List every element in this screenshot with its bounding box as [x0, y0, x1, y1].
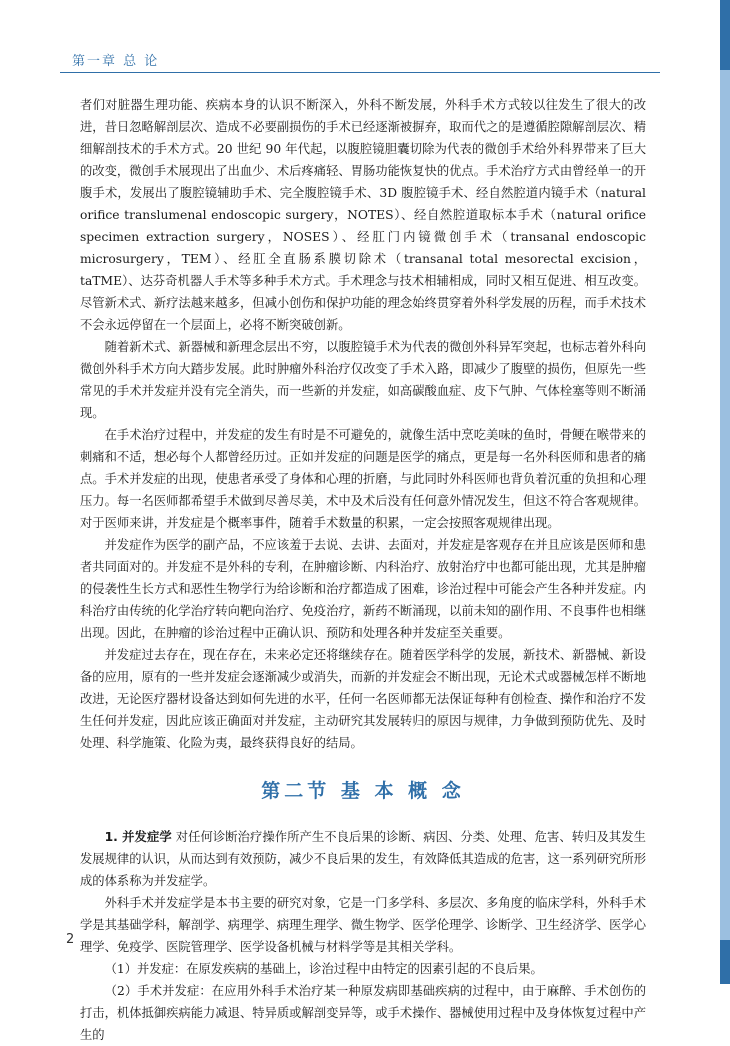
section-title: 第二节 基 本 概 念 — [261, 780, 465, 802]
definition-term: 1. 并发症学 — [104, 830, 172, 844]
running-head: 第一章 总 论 — [72, 54, 160, 69]
paragraph: 在手术治疗过程中，并发症的发生有时是不可避免的，就像生活中烹吃美味的鱼时，骨鲠在喉带来的刺痛和不适，想必每个人都曾经历过。正如并发症的问题是医学的痛点，更是每一名外科医师和患者的痛点。手术并发症的出现，使患者承受了身体和心理的折磨，与此同时外科医师也背负着沉重的负担和心理压力。每一名医师都希望手术做到尽善尽美，术中及术后没有任何意外情况发生，但这不符合客观规律。对于医师来讲，并发症是个概率事件，随着手术数量的积累，一定会按照客观规律出现。 — [80, 428, 646, 530]
page-body — [80, 94, 646, 1046]
definition-text: 对任何诊断治疗操作所产生不良后果的诊断、病因、分类、处理、危害、转归及其发生发展规律的认识，从而达到有效预防，减少不良后果的发生，有效降低其造成的危害，这一系列研究所形成的体系称为并发症学。 — [80, 830, 646, 888]
paragraph: （2）手术并发症：在应用外科手术治疗某一种原发病即基础疾病的过程中，由于麻醉、手术创伤的打击，机体抵御疾病能力减退、特异质或解剖变异等，或手术操作、器械使用过程中及身体恢复过程中产生的 — [80, 984, 646, 1042]
paragraph: 者们对脏器生理功能、疾病本身的认识不断深入，外科不断发展，外科手术方式较以往发生了很大的改进，昔日忽略解剖层次、造成不必要副损伤的手术已经逐渐被摒弃，取而代之的是遵循腔隙解剖层次、精细解剖技术的手术方式。20 世纪 90 年代起，以腹腔镜胆囊切除为代表的微创手术给外科界带来了巨大的改变，微创手术展现出了出血少、术后疼痛轻、胃肠功能恢复快的优点。手术治疗方式由曾经单一的开腹手术，发展出了腹腔镜辅助手术、完全腹腔镜手术、3D 腹腔镜手术、经自然腔道内镜手术（natural orifice translumenal endoscopic surgery，NOTES）、经自然腔道取标本手术（natural orifice specimen extraction surgery，NOSES）、经肛门内镜微创手术（transanal endoscopic microsurgery，TEM）、经肛全直肠系膜切除术（transanal total mesorectal excision，taTME）、达芬奇机器人手术等多种手术方式。手术理念与技术相辅相成，同时又相互促进、相互改变。尽管新术式、新疗法越来越多，但减小创伤和保护功能的理念始终贯穿着外科学发展的历程，而手术技术不会永远停留在一个层面上，必将不断突破创新。 — [80, 98, 646, 332]
paragraph: 并发症过去存在，现在存在，未来必定还将继续存在。随着医学科学的发展，新技术、新器械、新设备的应用，原有的一些并发症会逐渐减少或消失，而新的并发症会不断出现，无论术式或器械怎样不断地改进，无论医疗器材设备达到如何先进的水平，任何一名医师都无法保证每种有创检查、操作和治疗不发生任何并发症，因此应该正确面对并发症，主动研究其发展转归的原因与规律，力争做到预防优先、及时处理、科学施策、化险为夷，最终获得良好的结局。 — [80, 648, 646, 750]
side-color-band — [720, 0, 730, 984]
paragraph: 随着新术式、新器械和新理念层出不穷，以腹腔镜手术为代表的微创外科异军突起，也标志着外科向微创外科手术方向大踏步发展。此时肿瘤外科治疗仅改变了手术入路，即减少了腹壁的损伤，但原先一些常见的手术并发症并没有完全消失，而一些新的并发症，如高碳酸血症、皮下气肿、气体栓塞等则不断涌现。 — [80, 340, 646, 420]
header-rule — [60, 72, 660, 73]
paragraph: 外科手术并发症学是本书主要的研究对象，它是一门多学科、多层次、多角度的临床学科，外科手术学是其基础学科，解剖学、病理学、病理生理学、微生物学、医学伦理学、诊断学、卫生经济学、医学心理学、免疫学、医院管理学、医学设备机械与材料学等是其相关学科。 — [80, 896, 646, 954]
paragraph: 并发症作为医学的副产品，不应该羞于去说、去讲、去面对，并发症是客观存在并且应该是医师和患者共同面对的。并发症不是外科的专利，在肿瘤诊断、内科治疗、放射治疗中也都可能出现，尤其是肿瘤的侵袭性生长方式和恶性生物学行为给诊断和治疗都造成了困难，诊治过程中可能会产生各种并发症。内科治疗由传统的化学治疗转向靶向治疗、免疫治疗，新药不断涌现，以前未知的副作用、不良事件也相继出现。因此，在肿瘤的诊治过程中正确认识、预防和处理各种并发症至关重要。 — [80, 538, 646, 640]
definition-paragraph — [80, 826, 646, 892]
page-number: 2 — [66, 932, 75, 947]
paragraph: （1）并发症：在原发疾病的基础上，诊治过程中由特定的因素引起的不良后果。 — [104, 962, 543, 976]
